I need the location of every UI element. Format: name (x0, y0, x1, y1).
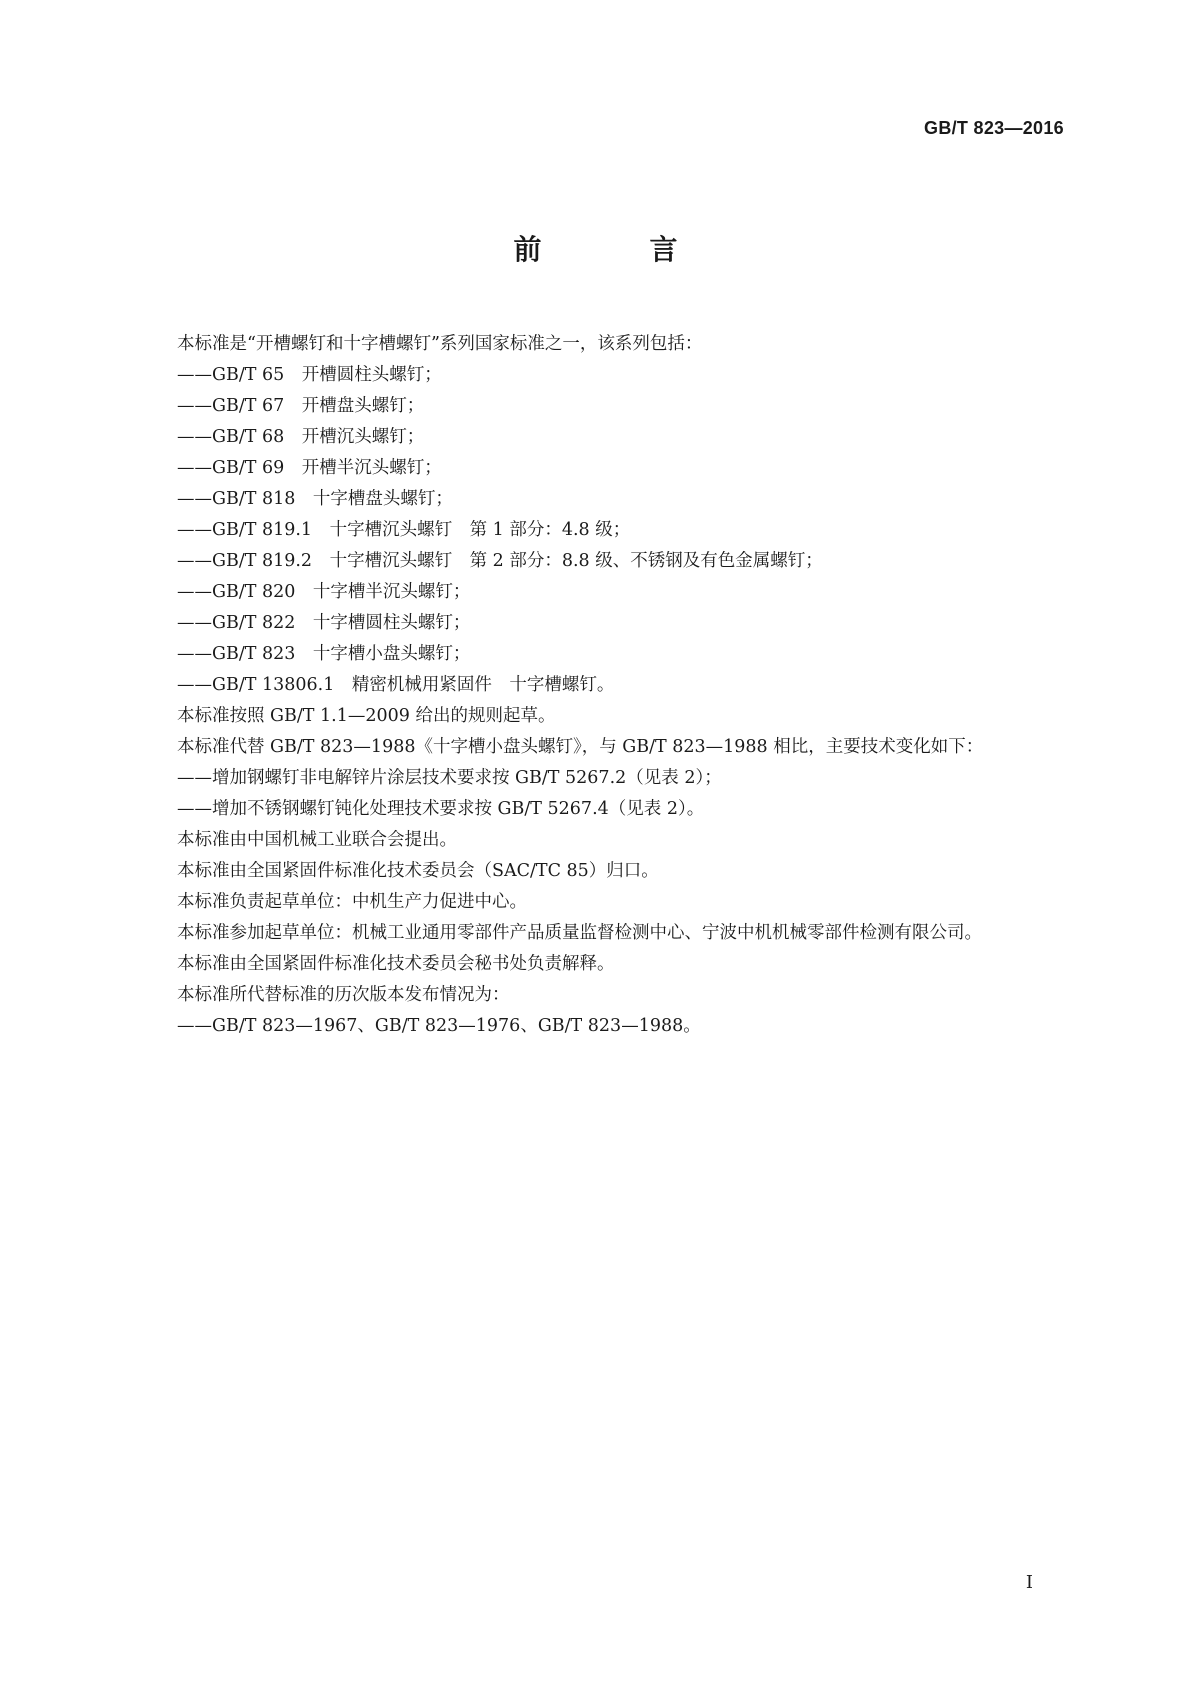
list-item-gbt69: ——GB/T 69 开槽半沉头螺钉； (177, 458, 442, 478)
list-item-gbt823: ——GB/T 823 十字槽小盘头螺钉； (177, 644, 471, 664)
list-item-gbt819-2: ——GB/T 819.2 十字槽沉头螺钉 第 2 部分：8.8 级、不锈钢及有色金属螺钉； (177, 551, 823, 571)
list-item-gbt13806-1: ——GB/T 13806.1 精密机械用紧固件 十字槽螺钉。 (177, 675, 615, 695)
paragraph-proposed-by: 本标准由中国机械工业联合会提出。 (177, 830, 457, 850)
page-title: 前 言 (513, 233, 718, 266)
history-item-versions: ——GB/T 823—1967、GB/T 823—1976、GB/T 823—1988。 (177, 1016, 701, 1036)
list-item-gbt819-1: ——GB/T 819.1 十字槽沉头螺钉 第 1 部分：4.8 级； (177, 520, 631, 540)
page-number: I (1025, 1572, 1033, 1593)
foreword-body (133, 329, 1063, 1042)
list-item-gbt822: ——GB/T 822 十字槽圆柱头螺钉； (177, 613, 471, 633)
list-item-gbt65: ——GB/T 65 开槽圆柱头螺钉； (177, 365, 442, 385)
paragraph-drafting-rules: 本标准按照 GB/T 1.1—2009 给出的规则起草。 (177, 706, 556, 726)
paragraph-replaces: 本标准代替 GB/T 823—1988《十字槽小盘头螺钉》，与 GB/T 823—1988 相比，主要技术变化如下： (177, 737, 984, 757)
list-item-gbt68: ——GB/T 68 开槽沉头螺钉； (177, 427, 425, 447)
change-item-passivation: ——增加不锈钢螺钉钝化处理技术要求按 GB/T 5267.4（见表 2）。 (177, 799, 705, 819)
list-item-gbt818: ——GB/T 818 十字槽盘头螺钉； (177, 489, 453, 509)
paragraph-interpretation: 本标准由全国紧固件标准化技术委员会秘书处负责解释。 (177, 954, 615, 974)
list-item-gbt67: ——GB/T 67 开槽盘头螺钉； (177, 396, 425, 416)
list-item-gbt820: ——GB/T 820 十字槽半沉头螺钉； (177, 582, 471, 602)
standard-number: GB/T 823—2016 (924, 118, 1064, 138)
paragraph-history-intro: 本标准所代替标准的历次版本发布情况为： (177, 985, 510, 1005)
paragraph-intro: 本标准是“开槽螺钉和十字槽螺钉”系列国家标准之一，该系列包括： (177, 334, 703, 354)
paragraph-administered-by: 本标准由全国紧固件标准化技术委员会（SAC/TC 85）归口。 (177, 861, 659, 881)
change-item-zinc-flake: ——增加钢螺钉非电解锌片涂层技术要求按 GB/T 5267.2（见表 2）； (177, 768, 722, 788)
paragraph-drafting-unit: 本标准负责起草单位：中机生产力促进中心。 (177, 892, 527, 912)
paragraph-participating-units: 本标准参加起草单位：机械工业通用零部件产品质量监督检测中心、宁波中机机械零部件检测有限公司。 (177, 923, 982, 943)
